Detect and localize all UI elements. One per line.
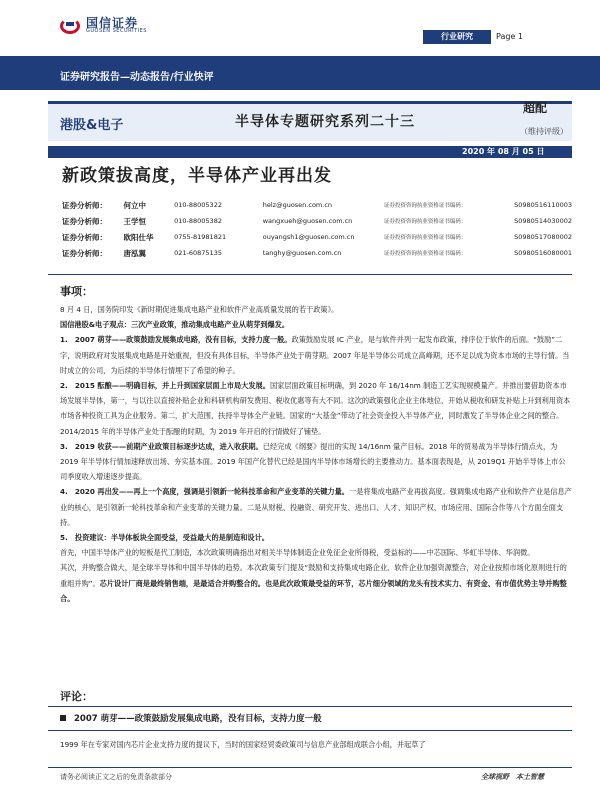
divider xyxy=(48,274,572,275)
point-text: 国家层面政策目标明确，到 2020 年 16/14nm 制造工艺实现规模量产。并推出要借助资本市场发展半导体，第一，与以往以直接补贴企业和科研机构研发费用、税收优惠等有大不同。这次的政策强化企业主体地位，开始从税收和研发补贴上升到利用资本市场各种投资工具为企业服务。第二，扩大范围，扶持半导体全产业链。国家的“大基金”带动了社会资金投入半导体产业，同时激发了半导体企业之间的整合。2014/2015 年的半导体产业处于酝酿的时期，为 2019 年开启的行情做好了铺垫。 xyxy=(60,381,571,436)
rating-note: （维持评级） xyxy=(520,127,568,136)
analyst-phone: 010-88005382 xyxy=(174,217,222,225)
analyst-email[interactable]: ouyangsh1@guosen.com.cn xyxy=(262,233,355,241)
analyst-name: 欧阳仕华 xyxy=(123,232,154,242)
analyst-phone: 010-88005322 xyxy=(174,201,222,209)
point-3 xyxy=(60,439,572,485)
report-category: 证券研究报告—动态报告/行业快评 xyxy=(60,72,214,83)
company-logo xyxy=(60,17,147,34)
analyst-row xyxy=(62,213,572,229)
point-4 xyxy=(60,484,572,530)
analyst-row xyxy=(62,229,572,245)
point-text: 已经完成《纲要》提出的实现 14/16nm 量产目标。2018 年的贸易战为半导体行情点火，为 2019 年半导体行情加速释放出场、夯实基本面。2019 年国产化替代已经是国内半导体市场增长的主要推动力。基本面表现是，从 2019Q1 开始半导体上市公司季度收入增速逐步提高。 xyxy=(60,441,566,482)
analyst-email[interactable]: helz@guosen.com.cn xyxy=(262,201,333,209)
analyst-row xyxy=(62,197,572,213)
subheading-text: 2007 萌芽——政策鼓励发展集成电路，没有目标，支持力度一般 xyxy=(74,714,322,724)
point-heading: 2. 2015 酝酿——明确目标，并上升到国家层面上市局大发展。 xyxy=(60,381,270,391)
comment-heading: 评论： xyxy=(60,690,93,703)
cert-number: S0980514030002 xyxy=(514,217,572,225)
point-text: 一是将集成电路产业再拔高度。强调集成电路产业和软件产业是信息产业的核心，是引领新一轮科技革命和产业变革的关键力量。二是从财税、投融资、研究开发、进出口、人才、知识产权、市场应用、国际合作等八个方面全面支持。 xyxy=(60,487,572,527)
analyst-name: 唐泓翼 xyxy=(123,248,146,258)
cert-label: 证券投资咨询执业资格证书编码： xyxy=(383,203,467,209)
point-2 xyxy=(60,378,572,439)
paragraph-text: 其次，并购整合做大，是全球半导体和中国半导体的趋势。本次政策专门提及“鼓励和支持集成电路企业、软件企业加强资源整合，对企业按照市场化原则进行的重组并购”。 xyxy=(60,563,567,588)
cert-number: S0980516080001 xyxy=(514,249,572,257)
divider xyxy=(48,730,572,731)
logo-en-text: GUOSEN SECURITIES xyxy=(86,28,147,34)
analyst-label: 证券分析师： xyxy=(62,200,107,210)
analyst-list xyxy=(62,197,572,261)
cert-label: 证券投资咨询执业资格证书编码： xyxy=(383,219,467,225)
paragraph xyxy=(60,560,572,606)
analyst-phone: 0755-81981821 xyxy=(174,233,227,241)
viewpoint-summary: 国信港股&电子观点：三次产业政策，推动集成电路产业从萌芽到爆发。 xyxy=(60,320,290,330)
disclaimer-note: 请务必阅读正文之后的免责条款部分 xyxy=(60,773,172,781)
point-heading: 4. 2020 再出发——再上一个高度，强调是引领新一轮科技革命和产业变革的关键力量。 xyxy=(60,487,349,497)
point-heading: 1. 2007 萌芽——政策鼓励发展集成电路，没有目标，支持力度一般。 xyxy=(60,335,292,345)
matters-body xyxy=(60,302,572,606)
analyst-email[interactable]: tanghy@guosen.com.cn xyxy=(262,249,342,257)
cert-number: S0980516110003 xyxy=(514,201,572,209)
series-title: 半导体专题研究系列二十三 xyxy=(235,114,415,130)
point-5: 5. 投资建议：半导体板块全面受益，受益最大的是制造和设计。 xyxy=(60,533,269,543)
footer-divider xyxy=(48,767,572,768)
logo-icon xyxy=(60,18,80,34)
cert-label: 证券投资咨询执业资格证书编码： xyxy=(383,235,467,241)
sector-name: 港股&电子 xyxy=(60,118,124,133)
analyst-row xyxy=(62,245,572,261)
comment-paragraph: 1999 年在专家对国内芯片企业支持力度的提议下，当时的国家经贸委政策司与信息产业部组成联合小组，并起草了 xyxy=(60,740,426,749)
report-type-tag: 行业研究 xyxy=(423,30,491,44)
logo-cn-text: 国信证券 xyxy=(86,16,139,30)
page-title: 新政策拔高度，半导体产业再出发 xyxy=(62,166,332,186)
divider xyxy=(48,706,572,707)
point-text: 政策鼓励发展 IC 产业，是与软件并列一起发布政策，排序位于软件的后面。“鼓励”二字，说明政府对发展集成电路是开始重视，但没有具体目标，半导体产业处于萌芽期。2007 年是半导体公司成立高峰期，还不足以成为资本市场的主导行情。当时成立的公司，为后续的半导体行情埋下了希望的种子。 xyxy=(60,335,570,375)
matters-heading: 事项： xyxy=(60,285,93,298)
rating: 超配 xyxy=(523,101,548,115)
point-heading: 3. 2019 收获——前期产业政策目标逐步达成，进入收获期。 xyxy=(60,441,263,451)
comment-subheading xyxy=(60,712,322,724)
paragraph: 首先，中国半导体产业的短板是代工制造，本次政策明确指出对相关半导体制造企业免征企业所得税，受益标的——中芯国际、华虹半导体、华润微。 xyxy=(60,548,535,558)
square-bullet-icon xyxy=(60,715,66,721)
analyst-name: 王学恒 xyxy=(123,216,146,226)
point-1 xyxy=(60,332,572,378)
analyst-label: 证券分析师： xyxy=(62,232,107,242)
analyst-label: 证券分析师： xyxy=(62,216,107,226)
paragraph: 8 月 4 日，国务院印发《新时期促进集成电路产业和软件产业高质量发展的若干政策》。 xyxy=(60,305,339,314)
analyst-email[interactable]: wangxueh@guosen.com.cn xyxy=(262,217,353,225)
cert-number: S0980517080002 xyxy=(514,233,572,241)
analyst-name: 何立中 xyxy=(123,200,146,210)
paragraph-emphasis: 芯片设计厂商是最终销售端，是最适合并购整合的。也是此次政策最受益的环节，芯片细分领域的龙头有技术实力、有资金、有市值优势主导并购整合。 xyxy=(60,578,567,603)
footer-slogan: 全球视野 本土智慧 xyxy=(481,773,544,781)
page-number: Page 1 xyxy=(496,32,523,41)
report-date: 2020 年 08 月 05 日 xyxy=(462,147,545,156)
analyst-label: 证券分析师： xyxy=(62,248,107,258)
analyst-phone: 021-60875135 xyxy=(174,249,222,257)
cert-label: 证券投资咨询执业资格证书编码： xyxy=(383,251,467,257)
